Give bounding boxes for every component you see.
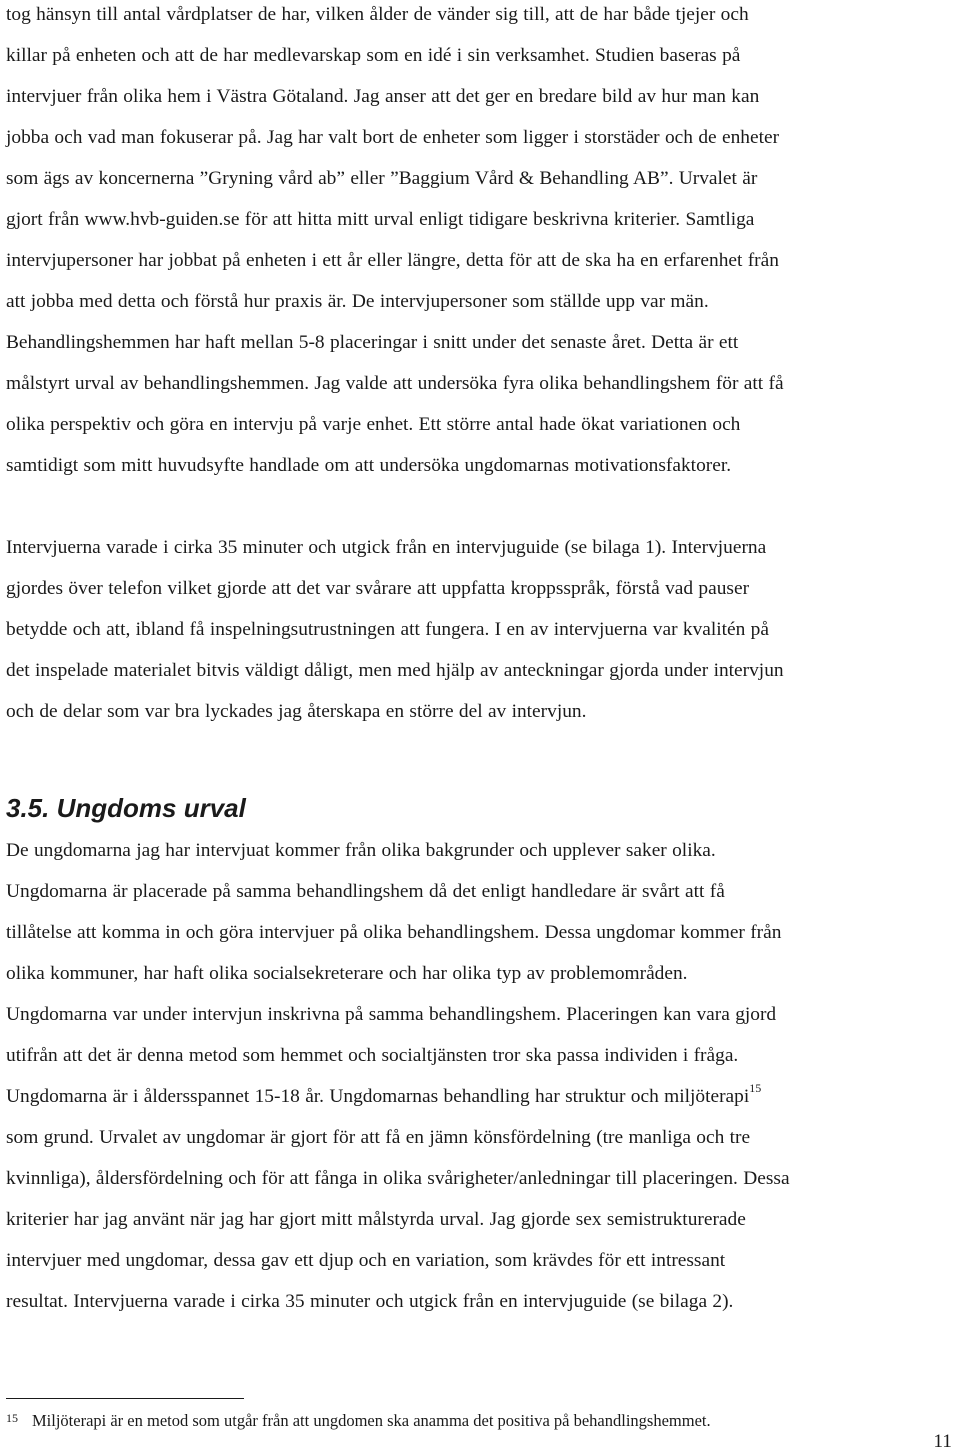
text-line: Ungdomarna är placerade på samma behandlingshem då det enligt handledare är svårt att få (6, 881, 725, 902)
footnote-reference[interactable]: 15 (749, 1080, 762, 1095)
text-line: Behandlingshemmen har haft mellan 5-8 placeringar i snitt under det senaste året. Detta är ett (6, 332, 739, 353)
text-line: killar på enheten och att de har medlevarskap som en idé i sin verksamhet. Studien baseras på (6, 45, 741, 66)
text-line: samtidigt som mitt huvudsyfte handlade om att undersöka ungdomarnas motivationsfaktorer. (6, 455, 732, 476)
text-line: gjordes över telefon vilket gjorde att det var svårare att uppfatta kroppsspråk, förstå vad pauser (6, 578, 750, 599)
body-paragraph-1 (6, 0, 784, 486)
text-line: som grund. Urvalet av ungdomar är gjort för att få en jämn könsfördelning (tre manliga och tre (6, 1127, 751, 1148)
body-paragraph-2 (6, 527, 784, 732)
section-heading: 3.5. Ungdoms urval (6, 793, 246, 823)
text-line: och de delar som var bra lyckades jag återskapa en större del av intervjun. (6, 701, 587, 722)
text-line: olika kommuner, har haft olika socialsekreterare och har olika typ av problemområden. (6, 963, 688, 984)
text-line: kriterier har jag använt när jag har gjort mitt målstyrda urval. Jag gjorde sex semistrukturerade (6, 1209, 746, 1230)
text-line: det inspelade materialet bitvis väldigt dåligt, men med hjälp av anteckningar gjorda under intervjun (6, 660, 784, 681)
text-line: kvinnliga), åldersfördelning och för att fånga in olika svårigheter/anledningar till placeringen. Dessa (6, 1168, 790, 1189)
text-line-with-footnote (6, 1076, 790, 1117)
text-line: De ungdomarna jag har intervjuat kommer från olika bakgrunder och upplever saker olika. (6, 840, 716, 861)
text-line: utifrån att det är denna metod som hemmet och socialtjänsten tror ska passa individen i fråga. (6, 1045, 739, 1066)
footnote (6, 1407, 946, 1432)
text-line: intervjupersoner har jobbat på enheten i ett år eller längre, detta för att de ska ha en erfarenhet från (6, 250, 779, 271)
text-line: att jobba med detta och förstå hur praxis är. De intervjupersoner som ställde upp var män. (6, 291, 709, 312)
footnote-separator (6, 1398, 244, 1399)
text-line: intervjuer från olika hem i Västra Götaland. Jag anser att det ger en bredare bild av hur man kan (6, 86, 760, 107)
text-line: Intervjuerna varade i cirka 35 minuter och utgick från en intervjuguide (se bilaga 1). Intervjuerna (6, 537, 767, 558)
text-line: tog hänsyn till antal vårdplatser de har, vilken ålder de vänder sig till, att de har både tjejer och (6, 4, 749, 25)
text-line: olika perspektiv och göra en intervju på varje enhet. Ett större antal hade ökat variationen och (6, 414, 741, 435)
text-line: Ungdomarna var under intervjun inskrivna på samma behandlingshem. Placeringen kan vara gjord (6, 1004, 777, 1025)
line-text: Ungdomarna är i åldersspannet 15-18 år. Ungdomarnas behandling har struktur och miljöterapi (6, 1086, 750, 1107)
body-paragraph-3 (6, 830, 790, 1322)
text-line: resultat. Intervjuerna varade i cirka 35 minuter och utgick från en intervjuguide (se bilaga 2). (6, 1291, 734, 1312)
text-line: jobba och vad man fokuserar på. Jag har valt bort de enheter som ligger i storstäder och de enheter (6, 127, 780, 148)
text-line: betydde och att, ibland få inspelningsutrustningen att fungera. I en av intervjuerna var kvalitén på (6, 619, 769, 640)
text-line: tillåtelse att komma in och göra intervjuer på olika behandlingshem. Dessa ungdomar kommer från (6, 922, 782, 943)
text-line: som ägs av koncernerna ”Gryning vård ab” eller ”Baggium Vård & Behandling AB”. Urvalet är (6, 168, 758, 189)
footnote-text: Miljöterapi är en metod som utgår från att ungdomen ska anamma det positiva på behandlingshemmet. (32, 1411, 711, 1430)
text-line: intervjuer med ungdomar, dessa gav ett djup och en variation, som krävdes för ett intressant (6, 1250, 726, 1271)
footnote-number: 15 (6, 1411, 18, 1425)
text-line: gjort från www.hvb-guiden.se för att hitta mitt urval enligt tidigare beskrivna kriterier. Samtliga (6, 209, 755, 230)
page-number: 11 (933, 1431, 952, 1452)
text-line: målstyrt urval av behandlingshemmen. Jag valde att undersöka fyra olika behandlingshem för att få (6, 373, 784, 394)
